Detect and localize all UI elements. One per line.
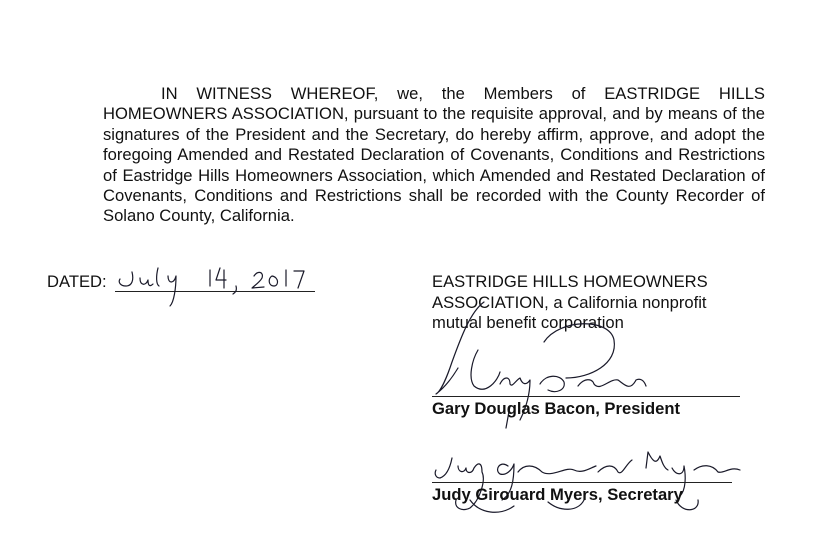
secretary-signature-line [432, 482, 732, 483]
association-line-3: mutual benefit corporation [432, 313, 624, 333]
president-name: Gary Douglas Bacon, President [432, 399, 681, 418]
witness-paragraph: IN WITNESS WHEREOF, we, the Members of EASTRIDGE HILLS HOMEOWNERS ASSOCIATION, pursuant to the requisite approval, and by means of the signatures of the President and the Secretary, do hereby affirm, approve, and adopt the foregoing Amended and Restated Declaration of Covenants, Conditions and Restrictions of Eastridge Hills Homeowners Association, which Amended and Restated Declaration of Covenants, Conditions and Restrictions shall be recorded with the County Recorder of Solano County, California. [103, 84, 765, 226]
president-signature-line [432, 396, 740, 397]
handwritten-date [112, 262, 322, 312]
association-line-2: ASSOCIATION, a California nonprofit [432, 292, 707, 312]
association-block [432, 272, 762, 334]
association-line-1: EASTRIDGE HILLS HOMEOWNERS [432, 272, 708, 291]
secretary-name: Judy Girouard Myers, Secretary [432, 485, 683, 504]
dated-label: DATED: [47, 272, 107, 291]
